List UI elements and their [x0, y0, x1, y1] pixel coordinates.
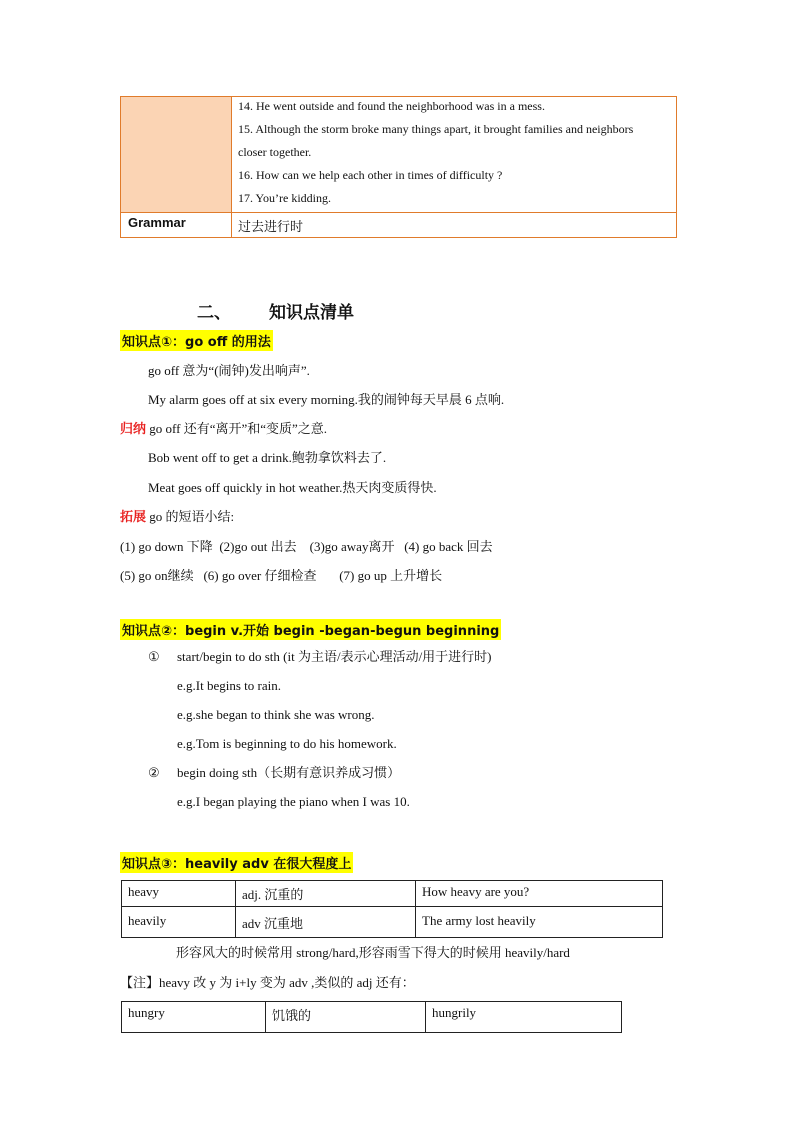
phrase-cn: 仔细检查 — [264, 569, 317, 584]
kp2-heading: 知识点②：begin v.开始 begin -began-begun beginning — [120, 619, 501, 640]
summary-table-shaded-cell — [121, 97, 232, 212]
sentence-line: 14. He went outside and found the neighborhood was in a mess. — [238, 99, 545, 113]
sentence-line: 17. You’re kidding. — [238, 191, 332, 205]
sentence-line: 15. Although the storm broke many things apart, it brought families and neighbors — [238, 122, 634, 136]
phrase-cn: 继续 — [167, 569, 194, 584]
section-title-text: 知识点清单 — [269, 303, 354, 323]
table-row — [122, 881, 663, 907]
kp2-item2-text: begin doing sth（长期有意识养成习惯） — [177, 765, 401, 780]
tuozhan-label: 拓展 — [120, 510, 147, 525]
table-cell: 饥饿的 — [266, 1002, 426, 1033]
kp3-note-1: 形容风大的时候常用 strong/hard,形容雨雪下得大的时候用 heavily/hard — [176, 945, 570, 960]
table-cell: adj. 沉重的 — [236, 881, 416, 907]
phrase-cn: 出去 — [270, 540, 297, 555]
table-cell: heavy — [122, 881, 236, 907]
kp3-note-2: 【注】heavy 改 y 为 i+ly 变为 adv ,类似的 adj 还有： — [120, 975, 415, 990]
kp2-item2-example: e.g.I began playing the piano when I was 10. — [177, 794, 410, 809]
sentence-line: closer together. — [238, 145, 312, 159]
kp2-example: e.g.It begins to rain. — [177, 678, 281, 693]
table-cell: The army lost heavily — [416, 907, 663, 938]
kp2-example: e.g.she began to think she was wrong. — [177, 707, 375, 722]
kp2-item1-text: start/begin to do sth (it 为主语/表示心理活动/用于进行时) — [177, 649, 492, 664]
phrase-en: (6) go over — [203, 568, 262, 583]
kp1-tuozhan — [120, 508, 234, 527]
kp2-item2-marker: ② — [148, 765, 160, 780]
kp3-heading: 知识点③：heavily adv 在很大程度上 — [120, 852, 353, 873]
phrases-row-2 — [120, 567, 442, 586]
phrase-cn: 上升增长 — [390, 569, 443, 584]
table-cell: heavily — [122, 907, 236, 938]
kp1-example-2: Bob went off to get a drink.鲍勃拿饮料去了. — [148, 450, 387, 465]
summary-table — [120, 96, 677, 238]
grammar-label: Grammar — [128, 215, 186, 230]
grammar-value: 过去进行时 — [238, 220, 304, 235]
table-cell: hungrily — [426, 1002, 622, 1033]
table-cell: hungry — [122, 1002, 266, 1033]
phrase-en: (7) go up — [339, 568, 387, 583]
phrases-row-1 — [120, 538, 493, 557]
heavy-table — [121, 880, 663, 938]
phrase-en: (4) go back — [404, 539, 464, 554]
phrase-en: (2)go out — [219, 539, 268, 554]
table-cell: How heavy are you? — [416, 881, 663, 907]
kp1-meaning: go off 意为“(闹钟)发出响声”. — [148, 363, 310, 378]
phrase-en: (3)go away — [309, 539, 369, 554]
sentence-line: 16. How can we help each other in times of difficulty ? — [238, 168, 503, 182]
guina-label: 归纳 — [120, 422, 147, 437]
kp2-example: e.g.Tom is beginning to do his homework. — [177, 736, 397, 751]
phrase-cn: 离开 — [368, 540, 395, 555]
kp2-item1-marker: ① — [148, 649, 160, 664]
section-number: 二、 — [197, 303, 231, 323]
tuozhan-text: go 的短语小结: — [149, 509, 235, 524]
kp1-guina — [120, 420, 327, 439]
phrase-en: (1) go down — [120, 539, 184, 554]
phrase-cn: 回去 — [466, 540, 493, 555]
section-title — [197, 298, 354, 323]
kp1-example-3: Meat goes off quickly in hot weather.热天肉变质得快. — [148, 480, 437, 495]
table-row — [122, 907, 663, 938]
kp1-example: My alarm goes off at six every morning.我的闹钟每天早晨 6 点响. — [148, 392, 505, 407]
hungry-table — [121, 1001, 622, 1033]
table-cell: adv 沉重地 — [236, 907, 416, 938]
phrase-cn: 下降 — [186, 540, 213, 555]
table-row — [122, 1002, 622, 1033]
kp1-heading: 知识点①：go off 的用法 — [120, 330, 273, 351]
phrase-en: (5) go on — [120, 568, 168, 583]
guina-text: go off 还有“离开”和“变质”之意. — [149, 421, 328, 436]
